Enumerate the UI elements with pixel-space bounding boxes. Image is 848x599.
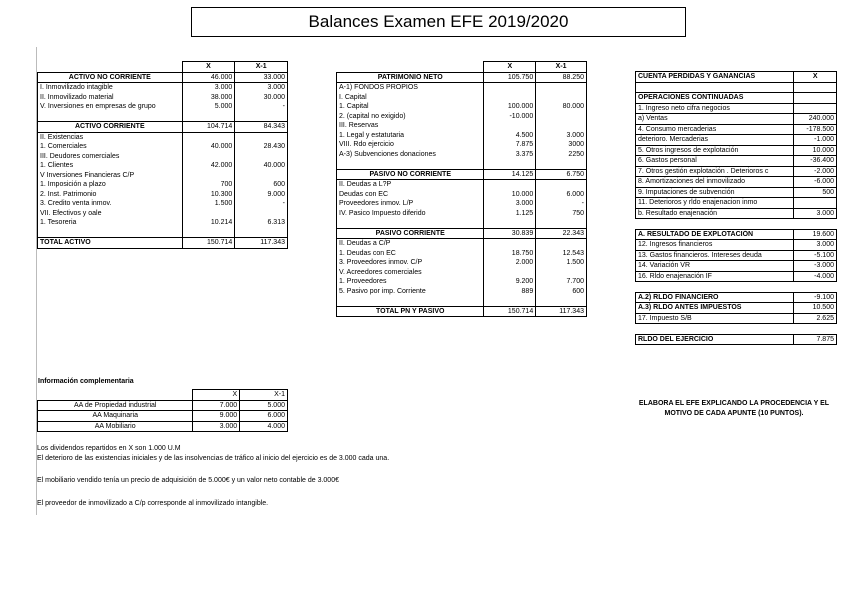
table-row [38, 152, 288, 162]
table-row [38, 411, 288, 422]
table-row [636, 166, 837, 177]
table-row [636, 124, 837, 135]
row-label: 1. Tesoreria [38, 218, 183, 228]
row-label: 1. Imposición a plazo [38, 180, 183, 190]
row-value-x [182, 209, 235, 219]
activo-c-rows [38, 132, 288, 238]
row-label: II. Inmovilizado material [38, 93, 183, 103]
row-value-x1: 12.543 [536, 249, 587, 259]
row-value-x [794, 198, 837, 209]
row-value-x [484, 93, 536, 103]
row-value-x: 40.000 [182, 142, 235, 152]
row-value-x1: 600 [235, 180, 288, 190]
row-value-x: 9.000 [193, 411, 240, 422]
row-value-x1 [536, 239, 587, 249]
row-label [38, 112, 183, 122]
row-value-x1 [536, 83, 587, 93]
table-row [636, 145, 837, 156]
pyg-re-rows [636, 240, 837, 282]
row-value-x: 700 [182, 180, 235, 190]
table-row [337, 112, 587, 122]
row-value-x: -10.000 [484, 112, 536, 122]
row-label: Deudas con EC [337, 190, 484, 200]
row-value-x [484, 296, 536, 306]
note-dividendos: Los dividendos repartidos en X son 1.000 U.M [37, 445, 181, 452]
row-value-x1: - [536, 199, 587, 209]
row-label: a) Ventas [636, 114, 794, 125]
row-value-x1 [536, 296, 587, 306]
table-row [38, 228, 288, 238]
row-value-x1: 6.313 [235, 218, 288, 228]
row-label [337, 296, 484, 306]
row-value-x [484, 180, 536, 190]
row-value-x1 [536, 159, 587, 169]
row-label: 1. Deudas con EC [337, 249, 484, 259]
row-label [38, 228, 183, 238]
row-value-x1 [536, 180, 587, 190]
row-value-x: -5.100 [794, 250, 837, 261]
row-label: V. Inversiones en empresas de grupo [38, 102, 183, 112]
activo-total: TOTAL ACTIVO 150.714 117.343 [38, 238, 288, 249]
row-value-x: 10.000 [794, 145, 837, 156]
pyg-oc-rows [636, 103, 837, 219]
row-value-x1: 6.000 [536, 190, 587, 200]
activo-c-header: ACTIVO CORRIENTE 104.714 84.343 [38, 122, 288, 133]
row-label [337, 159, 484, 169]
activo-col-header [38, 62, 288, 73]
row-value-x: 5.000 [182, 102, 235, 112]
activo-nc-header: ACTIVO NO CORRIENTE 46.000 33.000 [38, 72, 288, 83]
row-value-x [484, 121, 536, 131]
resultado-explotacion: A. RESULTADO DE EXPLOTACIÓN 19.600 [636, 229, 837, 240]
row-label: 1. Clientes [38, 161, 183, 171]
row-label: A-1) FONDOS PROPIOS [337, 83, 484, 93]
activo-nc-rows [38, 83, 288, 122]
row-value-x1 [235, 209, 288, 219]
row-value-x: -4.000 [794, 271, 837, 282]
exam-instruction: ELABORA EL EFE EXPLICANDO LA PROCEDENCIA Y EL MOTIVO DE CADA APUNTE (10 PUNTOS). [638, 400, 830, 417]
row-value-x [182, 152, 235, 162]
row-value-x: 3.375 [484, 150, 536, 160]
row-value-x: 889 [484, 287, 536, 297]
table-row [337, 268, 587, 278]
document-title: Balances Examen EFE 2019/2020 [308, 12, 569, 31]
row-label: IV. Pasico Impuesto diferido [337, 209, 484, 219]
row-value-x: -3.000 [794, 261, 837, 272]
resultado-ejercicio: RLDO DEL EJERCICIO 7.875 [636, 334, 837, 345]
row-label: 14. Variación VR [636, 261, 794, 272]
info-rows [38, 400, 288, 432]
table-row [636, 250, 837, 261]
table-row [38, 112, 288, 122]
row-value-x: -178.500 [794, 124, 837, 135]
row-value-x1: 80.000 [536, 102, 587, 112]
row-value-x: 4.500 [484, 131, 536, 141]
row-label: III. Deudores comerciales [38, 152, 183, 162]
row-label: 2. (capital no exigido) [337, 112, 484, 122]
row-value-x1: 7.700 [536, 277, 587, 287]
row-value-x1: 6.000 [240, 411, 288, 422]
row-value-x [794, 103, 837, 114]
pn-rows [337, 83, 587, 170]
row-value-x: 1.500 [182, 199, 235, 209]
info-col-header: X X-1 [38, 390, 288, 401]
row-value-x1 [235, 171, 288, 181]
pyg-table [635, 71, 837, 345]
table-row [38, 218, 288, 228]
pc-header: PASIVO CORRIENTE 30.839 22.343 [337, 228, 587, 239]
row-value-x: 1.125 [484, 209, 536, 219]
row-value-x: 3.000 [794, 240, 837, 251]
row-value-x: 38.000 [182, 93, 235, 103]
table-row [38, 421, 288, 432]
row-value-x: 10.214 [182, 218, 235, 228]
row-value-x: 18.750 [484, 249, 536, 259]
row-value-x1: - [235, 102, 288, 112]
row-value-x [182, 228, 235, 238]
document-title-box [191, 7, 686, 37]
row-label: I. Capital [337, 93, 484, 103]
table-row [636, 240, 837, 251]
table-row [636, 103, 837, 114]
table-row [337, 159, 587, 169]
table-row [38, 199, 288, 209]
table-row [636, 114, 837, 125]
row-label: II. Deudas a C/P [337, 239, 484, 249]
row-value-x [484, 83, 536, 93]
row-value-x1 [536, 268, 587, 278]
table-row [38, 102, 288, 112]
row-label [337, 218, 484, 228]
table-row [38, 180, 288, 190]
row-value-x [484, 268, 536, 278]
table-row [38, 161, 288, 171]
row-value-x1 [536, 112, 587, 122]
table-row [337, 209, 587, 219]
row-label: V. Acreedores comerciales [337, 268, 484, 278]
row-label: 16. Rldo enajenación IF [636, 271, 794, 282]
table-row [38, 190, 288, 200]
table-row [38, 83, 288, 93]
table-row [38, 209, 288, 219]
impuesto: 17. Impuesto S/B 2.625 [636, 313, 837, 324]
patrimonio-total: TOTAL PN Y PASIVO 150.714 117.343 [337, 306, 587, 317]
row-value-x1 [235, 112, 288, 122]
pyg-header: CUENTA PERDIDAS Y GANANCIAS X [636, 72, 837, 83]
pyg-spacer3 [636, 282, 837, 293]
pyg-spacer [636, 82, 837, 93]
pyg-spacer4 [636, 324, 837, 335]
row-value-x1 [235, 152, 288, 162]
row-label: 6. Gastos personal [636, 156, 794, 167]
table-row [636, 271, 837, 282]
row-label: 5. Pasivo por imp. Corriente [337, 287, 484, 297]
row-label: b. Resultado enajenación [636, 208, 794, 219]
row-value-x: -36.400 [794, 156, 837, 167]
row-value-x [182, 112, 235, 122]
row-label: VIII. Rdo ejercicio [337, 140, 484, 150]
table-row [337, 239, 587, 249]
row-label: AA Maquinaria [38, 411, 193, 422]
table-row [38, 93, 288, 103]
pc-rows [337, 239, 587, 307]
pnc-rows [337, 180, 587, 229]
col-x1: X-1 [235, 62, 288, 73]
row-value-x1 [536, 121, 587, 131]
row-value-x: 3.000 [193, 421, 240, 432]
table-row [337, 93, 587, 103]
table-row [337, 277, 587, 287]
row-value-x: 100.000 [484, 102, 536, 112]
row-label: I. Inmovilizado intagible [38, 83, 183, 93]
row-value-x: 3.000 [794, 208, 837, 219]
table-row [636, 208, 837, 219]
table-row [337, 121, 587, 131]
pyg-spacer2 [636, 219, 837, 230]
resultado-antes-impuestos: A.3) RLDO ANTES IMPUESTOS 10.500 [636, 303, 837, 314]
row-value-x: 3.000 [182, 83, 235, 93]
table-row [337, 150, 587, 160]
row-value-x: 240.000 [794, 114, 837, 125]
row-value-x [182, 171, 235, 181]
row-label: 3. Credito venta inmov. [38, 199, 183, 209]
info-table [37, 389, 288, 432]
table-row [337, 83, 587, 93]
row-value-x: 7.875 [484, 140, 536, 150]
table-row [337, 180, 587, 190]
row-label: 8. Amortizaciones del inmovilizado [636, 177, 794, 188]
pyg-oc-header: OPERACIONES CONTINUADAS [636, 93, 837, 104]
table-row [636, 198, 837, 209]
row-label: AA Mobiliario [38, 421, 193, 432]
row-label: 4. Consumo mercaderias [636, 124, 794, 135]
row-label: 1. Comerciales [38, 142, 183, 152]
row-value-x: 500 [794, 187, 837, 198]
row-value-x [484, 239, 536, 249]
table-row [337, 140, 587, 150]
row-value-x1: 30.000 [235, 93, 288, 103]
table-row [636, 156, 837, 167]
row-label: II. Existencias [38, 132, 183, 142]
table-row [337, 296, 587, 306]
row-label: 1. Proveedores [337, 277, 484, 287]
row-value-x1: 28.430 [235, 142, 288, 152]
row-value-x1 [235, 132, 288, 142]
table-row [38, 400, 288, 411]
row-value-x1: 40.000 [235, 161, 288, 171]
note-deterioro: El deterioro de las existencias iniciales y de las insolvencias de tráfico al inicio del ejercicio es de 3.000 cada una. [37, 455, 390, 462]
row-value-x: -1.000 [794, 135, 837, 146]
note-mobiliario: El mobiliario vendido tenía un precio de adquisición de 5.000€ y un valor neto contable de 3.000€ [37, 477, 339, 484]
row-value-x1: 5.000 [240, 400, 288, 411]
row-value-x [484, 218, 536, 228]
table-row [337, 249, 587, 259]
row-value-x1: 1.500 [536, 258, 587, 268]
table-row [38, 142, 288, 152]
patrimonio-col-header: X X-1 [337, 62, 587, 73]
table-row [337, 131, 587, 141]
table-row [337, 287, 587, 297]
row-value-x: 10.300 [182, 190, 235, 200]
row-value-x1: 2250 [536, 150, 587, 160]
table-row [38, 171, 288, 181]
table-row [337, 199, 587, 209]
row-label: 7. Otros gestión explotación . Deterioros c [636, 166, 794, 177]
row-label: 3. Proveedores inmov. C/P [337, 258, 484, 268]
row-label: V Inversiones Financieras C/P [38, 171, 183, 181]
row-label: 2. Inst. Patrimonio [38, 190, 183, 200]
pnc-header: PASIVO NO CORRIENTE 14.125 6.750 [337, 169, 587, 180]
row-label: 13. Gastos financieros. Intereses deuda [636, 250, 794, 261]
patrimonio-table [336, 61, 587, 317]
row-label: 11. Deterioros y rldo enajenacion inmo [636, 198, 794, 209]
resultado-financiero: A.2) RLDO FINANCIERO -9.100 [636, 292, 837, 303]
row-label: 12. Ingresos financieros [636, 240, 794, 251]
row-value-x: 3.000 [484, 199, 536, 209]
row-label: Proveedores inmov. L/P [337, 199, 484, 209]
info-title: Información complementaria [38, 378, 134, 385]
row-value-x1: 3000 [536, 140, 587, 150]
row-label: 9. Imputaciones de subvención [636, 187, 794, 198]
row-value-x1: 3.000 [235, 83, 288, 93]
row-value-x: 10.000 [484, 190, 536, 200]
row-value-x1 [235, 228, 288, 238]
pn-header: PATRIMONIO NETO 105.750 88.250 [337, 72, 587, 83]
table-row [636, 187, 837, 198]
row-value-x: 9.200 [484, 277, 536, 287]
row-value-x1: 4.000 [240, 421, 288, 432]
row-value-x1: 9.000 [235, 190, 288, 200]
table-row [38, 132, 288, 142]
table-row [337, 218, 587, 228]
table-row [636, 261, 837, 272]
table-row [337, 190, 587, 200]
note-proveedor: El proveedor de inmovilizado a C/p corresponde al inmovilizado intangible. [37, 500, 269, 507]
table-row [337, 258, 587, 268]
table-row [636, 177, 837, 188]
row-value-x1: 3.000 [536, 131, 587, 141]
row-value-x: 2.000 [484, 258, 536, 268]
row-label: VII. Efectivos y oale [38, 209, 183, 219]
row-label: deterioro. Mercaderias [636, 135, 794, 146]
row-value-x1 [536, 93, 587, 103]
row-label: 5. Otros ingresos de explotación [636, 145, 794, 156]
row-label: A-3) Subvenciones donaciones [337, 150, 484, 160]
row-label: 1. Ingreso neto cifra negocios [636, 103, 794, 114]
table-row [636, 135, 837, 146]
row-label: III. Reservas [337, 121, 484, 131]
row-value-x [182, 132, 235, 142]
row-label: 1. Capital [337, 102, 484, 112]
row-value-x1: 600 [536, 287, 587, 297]
col-x: X [182, 62, 235, 73]
row-label: II. Deudas a L?P [337, 180, 484, 190]
row-value-x1: 750 [536, 209, 587, 219]
row-value-x: 42.000 [182, 161, 235, 171]
row-value-x: -6.000 [794, 177, 837, 188]
row-label: AA de Propiedad industrial [38, 400, 193, 411]
row-value-x [484, 159, 536, 169]
row-value-x: 7.000 [193, 400, 240, 411]
row-label: 1. Legal y estatutaria [337, 131, 484, 141]
row-value-x1 [536, 218, 587, 228]
activo-table [37, 61, 288, 249]
row-value-x: -2.000 [794, 166, 837, 177]
table-row [337, 102, 587, 112]
row-value-x1: - [235, 199, 288, 209]
